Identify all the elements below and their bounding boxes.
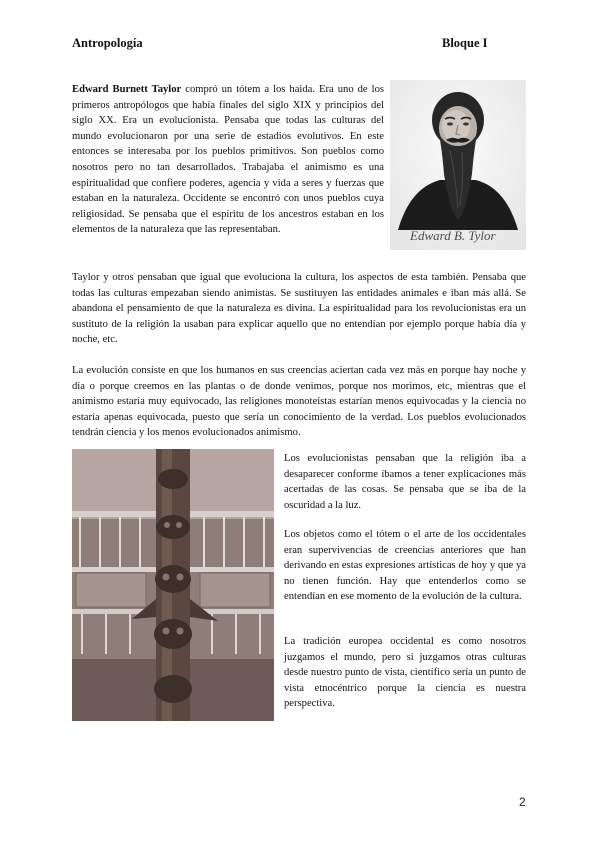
paragraph-ethnocentric: La tradición europea occidental es como nosotros juzgamos el mundo, pero si juzgamos otras culturas desde nuestro punto de vista, científico sería un punto de vista etnocéntrico porque la ciencia es nuestra perspectiva.	[284, 636, 526, 710]
portrait-signature: Edward B. Tylor	[410, 228, 496, 243]
paragraph-taylor-text: compró un tótem a los haida. Era uno de los primeros antropólogos que había finales del siglo XIX y principios del siglo XX. Era un evolucionista. Pensaba que todas las culturas del mundo evolucionaron por una serie de estadios evolutivos. En este entonces se interesaba por los pueblos primitivos. Son pueblos como nosotros pero no tan desarrollados. Trabajaba el animismo es una espiritualidad que confiere poderes, agencia y vida a seres y fuerzas que estaban en la naturaleza. Occidente se encontró con unos pueblos cuya religiosidad. Se pensaba que el espíritu de los ancestros estaban en los elementos de la naturaleza que las representaban.	[72, 84, 384, 236]
page-number: 2	[519, 795, 526, 809]
totem-museum-photo	[72, 449, 274, 721]
taylor-name: Edward Burnett Taylor	[72, 84, 182, 95]
paragraph-evolution: La evolución consiste en que los humanos en sus creencias aciertan cada vez más en porque hay noche y día o porque creemos en las plantas o de donde venimos, porque nos morimos, etc, mientras que el animismo estaría muy equivocado, las religiones monoteístas estarían menos equivocadas y la ciencia no estaría apenas equivocada, puesto que sería un conocimiento de la verdad. Los pueblos evolucionados tendrán ciencia y los menos evolucionados animismo.	[72, 365, 526, 439]
paragraph-taylor-intro	[72, 82, 384, 238]
paragraph-religion-disappear: Los evolucionistas pensaban que la religión iba a desaparecer conforme íbamos a tener explicaciones más acertadas de las cosas. Se pensaba que se iba de la oscuridad a la luz.	[284, 453, 526, 511]
paragraph-totem-survivals: Los objetos como el tótem o el arte de los occidentales eran supervivencias de creencias anteriores que han derivando en estas expresiones artísticas de hoy y que ya no tienen función. Hay que entenderlos como se entendían en ese momento de la evolución de la cultura.	[284, 529, 526, 603]
paragraph-taylor-others: Taylor y otros pensaban que igual que evoluciona la cultura, los aspectos de esta también. Pensaba que todas las culturas empezaban siendo animistas. Se sustituyen las entidades animales e iban más allá. Se abandona el pensamiento de que la naturaleza es divina. La espiritualidad para los revolucionistas era un sustituto de la religión la usaban para explicar aquello que no entendían por ejemplo porque había día y noche, etc.	[72, 272, 526, 346]
header-subject: Antropología	[72, 36, 143, 50]
header-block: Bloque I	[442, 36, 488, 50]
taylor-portrait	[390, 80, 526, 250]
